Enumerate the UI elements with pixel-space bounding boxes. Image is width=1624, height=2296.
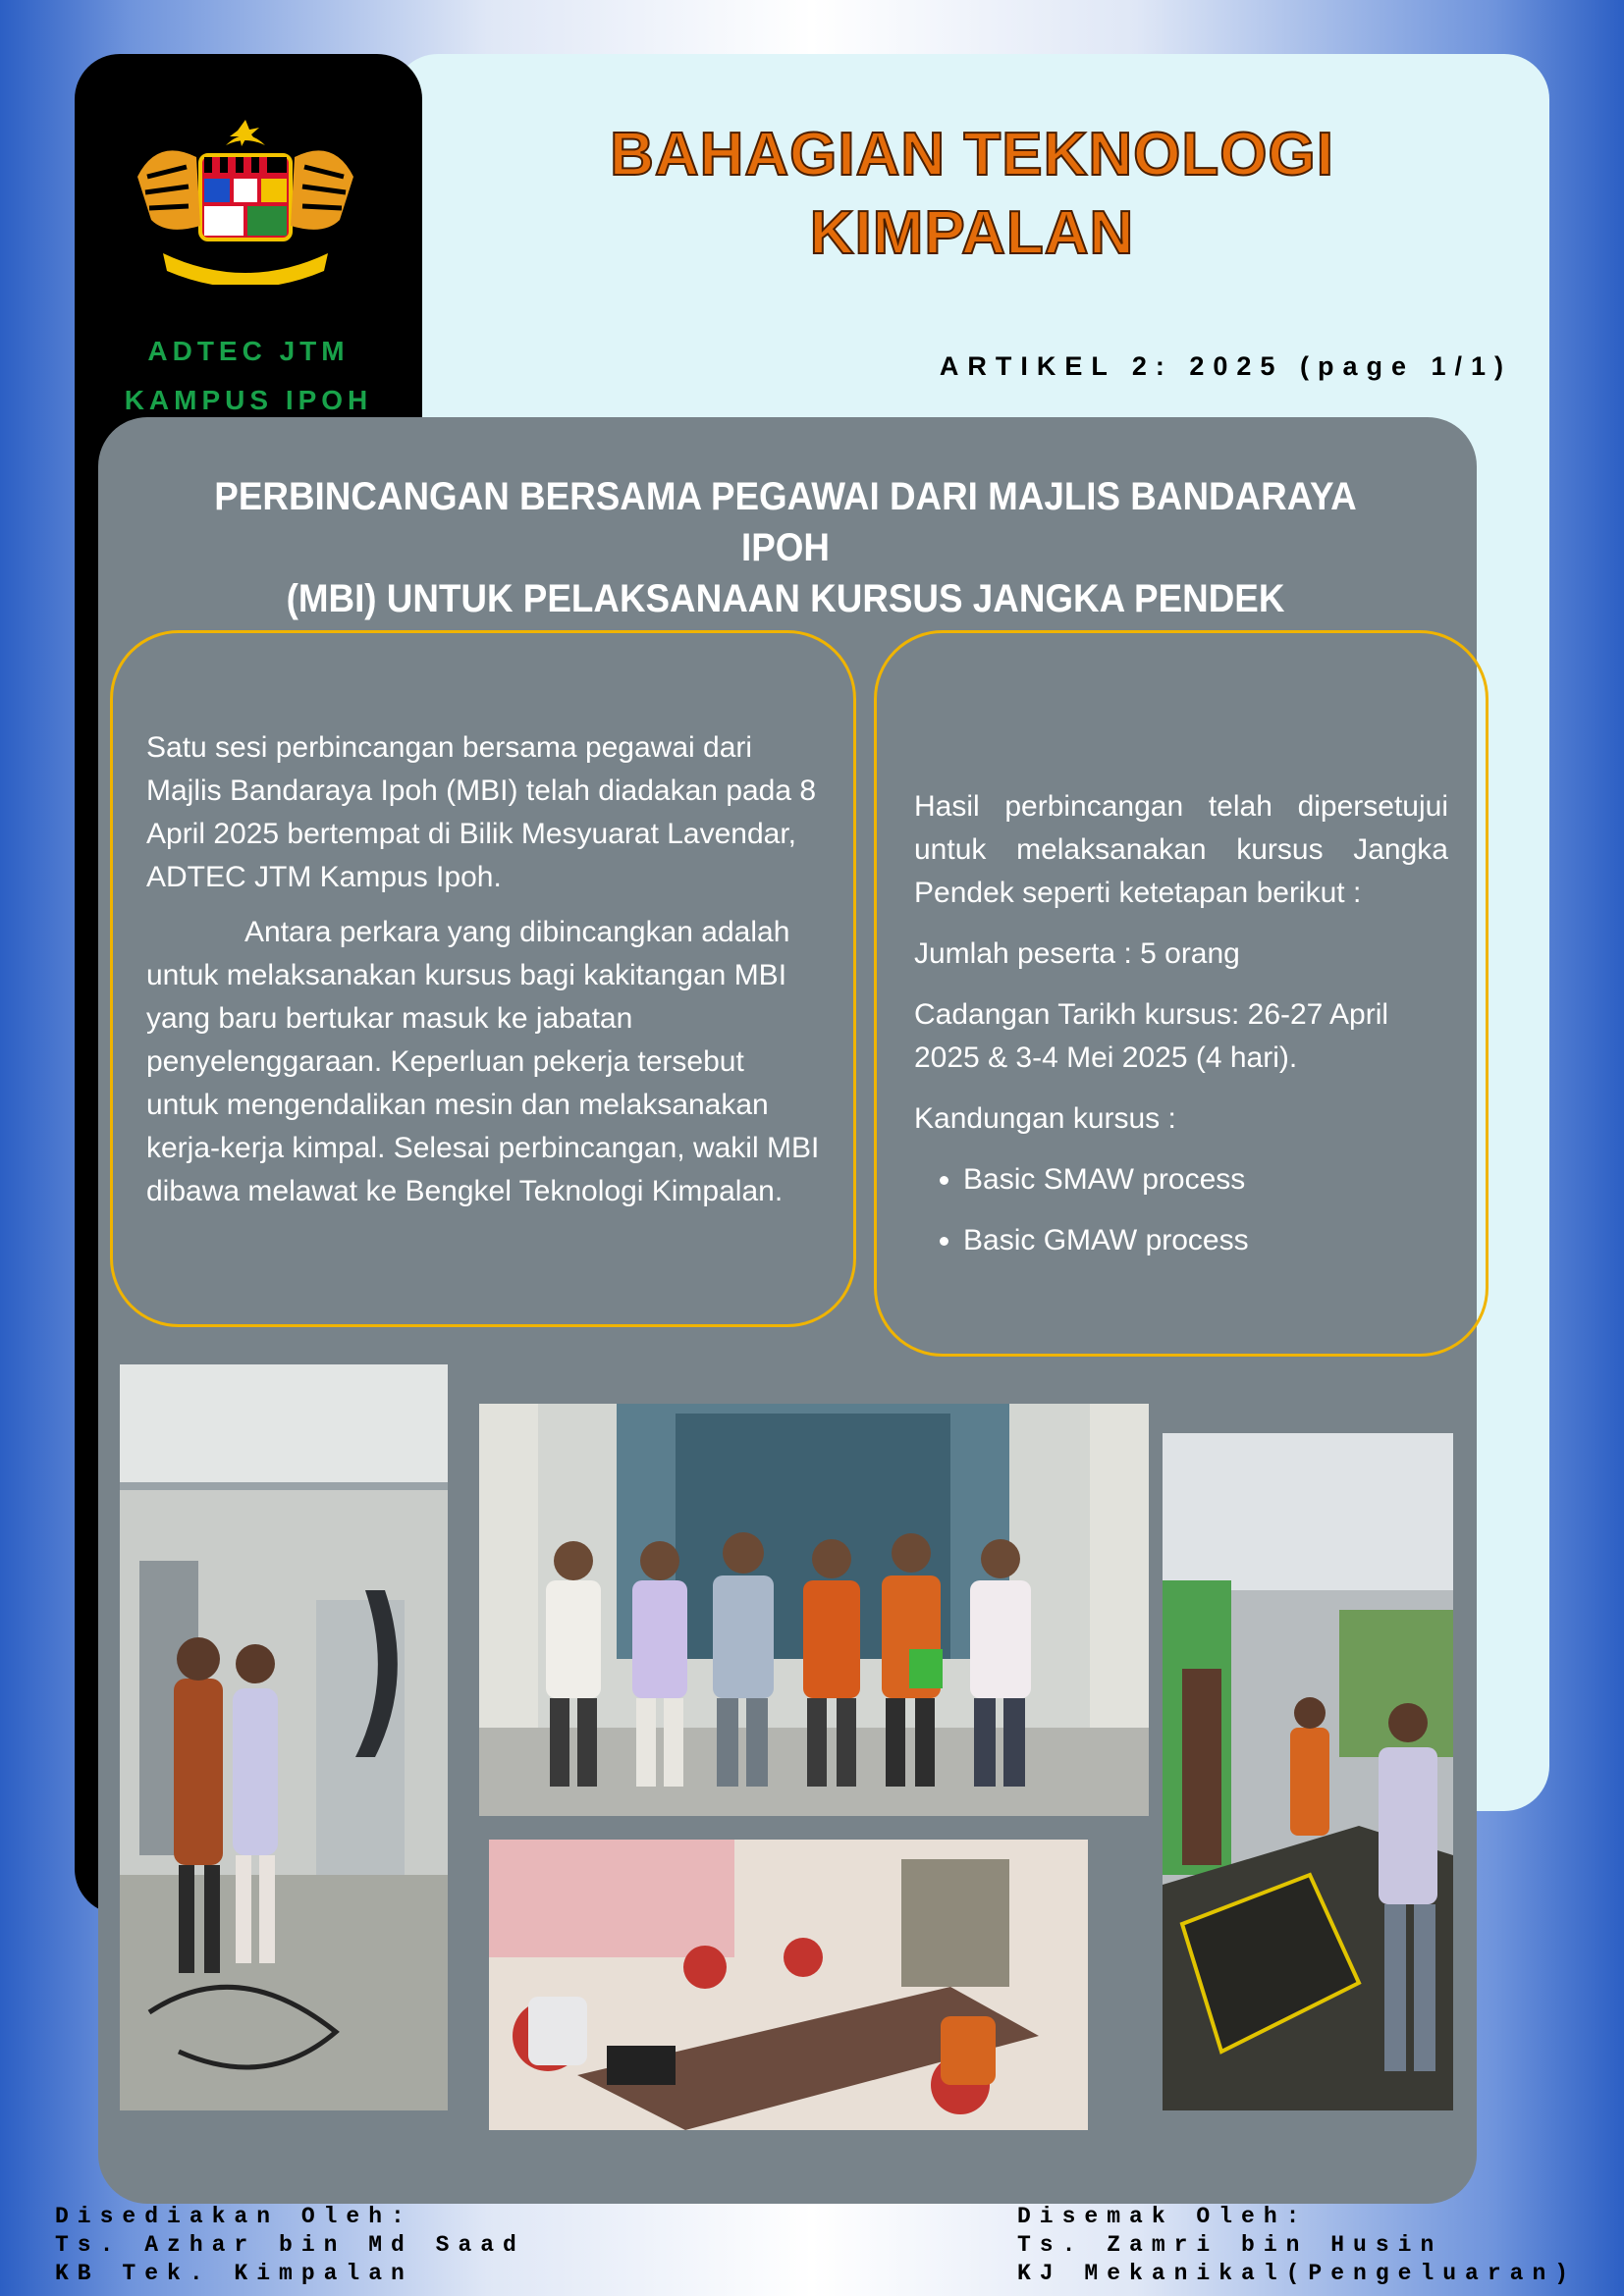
article-page-label: ARTIKEL 2: 2025 (page 1/1) (939, 351, 1512, 381)
course-content-item: • Basic GMAW process (963, 1219, 1448, 1262)
summary-paragraph-2: Antara perkara yang dibincangkan adalah untuk melaksanakan kursus bagi kakitangan MBI yang baru bertukar masuk ke jabatan penyelenggaraan. Keperluan pekerja tersebut untuk mengendalikan mesin dan melaksanakan kerja-kerja kimpal. Selesai perbincangan, wakil MBI dibawa melawat ke Bengkel Teknologi Kimpalan. (146, 916, 820, 1207)
checked-by-position: KJ Mekanikal(Pengeluaran) (1017, 2261, 1578, 2286)
meeting-room-photo (489, 1840, 1088, 2130)
department-title-line1: BAHAGIAN TEKNOLOGI (610, 121, 1334, 188)
workshop-visit-photo (120, 1364, 448, 2110)
discussion-summary-box (110, 630, 856, 1327)
institution-name-line1: ADTEC JTM (147, 336, 350, 366)
article-title-line2: (MBI) UNTUK PELAKSANAAN KURSUS JANGKA PENDEK (286, 577, 1285, 620)
prepared-by-name: Ts. Azhar bin Md Saad (55, 2232, 525, 2258)
prepared-by-signature (55, 2203, 525, 2288)
institution-name-line2: KAMPUS IPOH (124, 385, 373, 415)
participants-count: Jumlah peserta : 5 orang (914, 937, 1240, 970)
course-content-list (914, 1158, 1448, 1262)
outcome-intro: Hasil perbincangan telah dipersetujui untuk melaksanakan kursus Jangka Pendek seperti ketetapan berikut : (914, 790, 1448, 909)
course-content-label: Kandungan kursus : (914, 1102, 1176, 1135)
course-content-item: • Basic SMAW process (963, 1158, 1448, 1201)
article-title (189, 471, 1381, 624)
department-title-line2: KIMPALAN (809, 199, 1135, 267)
checked-by-signature (1017, 2203, 1577, 2288)
checked-by-label: Disemak Oleh: (1017, 2204, 1309, 2229)
proposed-course-dates: Cadangan Tarikh kursus: 26-27 April 2025 & 3-4 Mei 2025 (4 hari). (914, 998, 1389, 1074)
malaysia-coat-of-arms-logo (128, 118, 363, 285)
article-title-line1: PERBINCANGAN BERSAMA PEGAWAI DARI MAJLIS BANDARAYA IPOH (214, 475, 1357, 569)
discussion-outcome-box (874, 630, 1489, 1357)
group-photo (479, 1404, 1149, 1816)
prepared-by-label: Disediakan Oleh: (55, 2204, 413, 2229)
prepared-by-position: KB Tek. Kimpalan (55, 2261, 413, 2286)
department-title (422, 116, 1522, 273)
workshop-tour-photo (1163, 1433, 1453, 2110)
summary-paragraph-1: Satu sesi perbincangan bersama pegawai dari Majlis Bandaraya Ipoh (MBI) telah diadakan pada 8 April 2025 bertempat di Bilik Mesyuarat Lavendar, ADTEC JTM Kampus Ipoh. (146, 731, 817, 893)
checked-by-name: Ts. Zamri bin Husin (1017, 2232, 1443, 2258)
